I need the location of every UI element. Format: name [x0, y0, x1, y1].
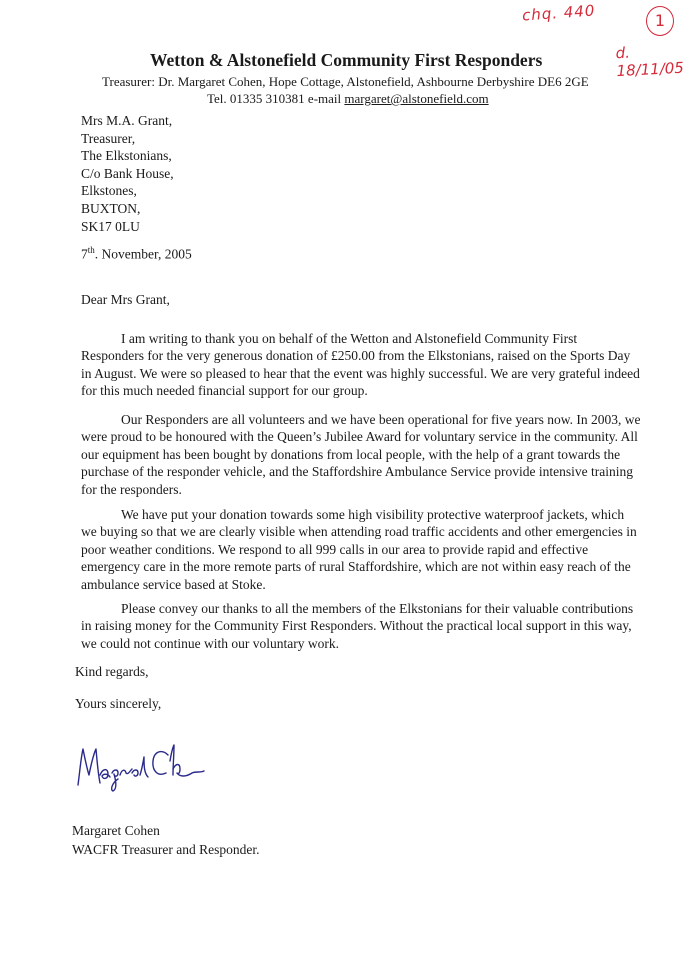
recipient-line: C/o Bank House, [81, 165, 174, 181]
signer-role: WACFR Treasurer and Responder. [72, 842, 260, 857]
recipient-line: The Elkstonians, [81, 148, 172, 164]
signer-name: Margaret Cohen [72, 823, 160, 838]
cheque-annotation: chq. 440 [521, 1, 596, 25]
circled-number-annotation: 1 [646, 6, 674, 36]
recipient-line: Mrs M.A. Grant, [81, 113, 173, 128]
recipient-line: SK17 0LU [81, 218, 140, 234]
letterhead-email-label: e-mail [307, 91, 342, 106]
letterhead-contact [207, 91, 489, 107]
date-suffix: th [87, 245, 95, 255]
body-paragraph: Our Responders are all volunteers and we have been operational for five years now. In 2003, we were proud to be honoured with the Queen’s Jubilee Award for voluntary service in the community. All our equipment has been bought by donations from local people, with the help of a grant towards the purchase of the responder vehicle, and the Staffordshire Ambulance Service provide intensive training for the responders. [81, 412, 641, 497]
handwritten-signature [72, 735, 212, 793]
letterhead-email-link[interactable]: margaret@alstonefield.com [344, 91, 489, 106]
closing-sincerely: Yours sincerely, [75, 696, 162, 711]
body-paragraph: I am writing to thank you on behalf of the Wetton and Alstonefield Community First Responders for the very generous donation of £250.00 from the Elkstonians, raised on the Sports Day in August. We were so pleased to hear that the event was highly successful. We are very grateful indeed for this much needed financial support for our group. [81, 331, 640, 399]
recipient-line: BUXTON, [81, 200, 141, 216]
salutation: Dear Mrs Grant, [81, 292, 170, 307]
date-rest: . November, 2005 [94, 246, 192, 262]
date-annotation: d. 18/11/05 [615, 43, 685, 81]
recipient-line: Treasurer, [81, 130, 136, 146]
letterhead-title: Wetton & Alstonefield Community First Responders [150, 50, 543, 70]
recipient-line: Elkstones, [81, 183, 137, 199]
body-paragraph: We have put your donation towards some high visibility protective waterproof jackets, which we buying so that we are clearly visible when attending road traffic accidents and other emergencies in poor weather conditions. We respond to all 999 calls in our area to provide rapid and effective emergency care in the more remote parts of rural Staffordshire, which are not within easy reach of the ambulance service based at Stoke. [81, 507, 637, 592]
letterhead-telephone: Tel. 01335 310381 [207, 91, 305, 106]
body-paragraph: Please convey our thanks to all the members of the Elkstonians for their valuable contributions in raising money for the Community First Responders. Without the practical local support in this way, we could not continue with our voluntary work. [81, 601, 634, 651]
closing-regards: Kind regards, [75, 664, 149, 679]
recipient-address [81, 112, 174, 235]
letter-date [81, 245, 192, 263]
letterhead-address: Treasurer: Dr. Margaret Cohen, Hope Cottage, Alstonefield, Ashbourne Derbyshire DE6 2GE [102, 74, 589, 89]
date-day: 7 [81, 246, 88, 262]
